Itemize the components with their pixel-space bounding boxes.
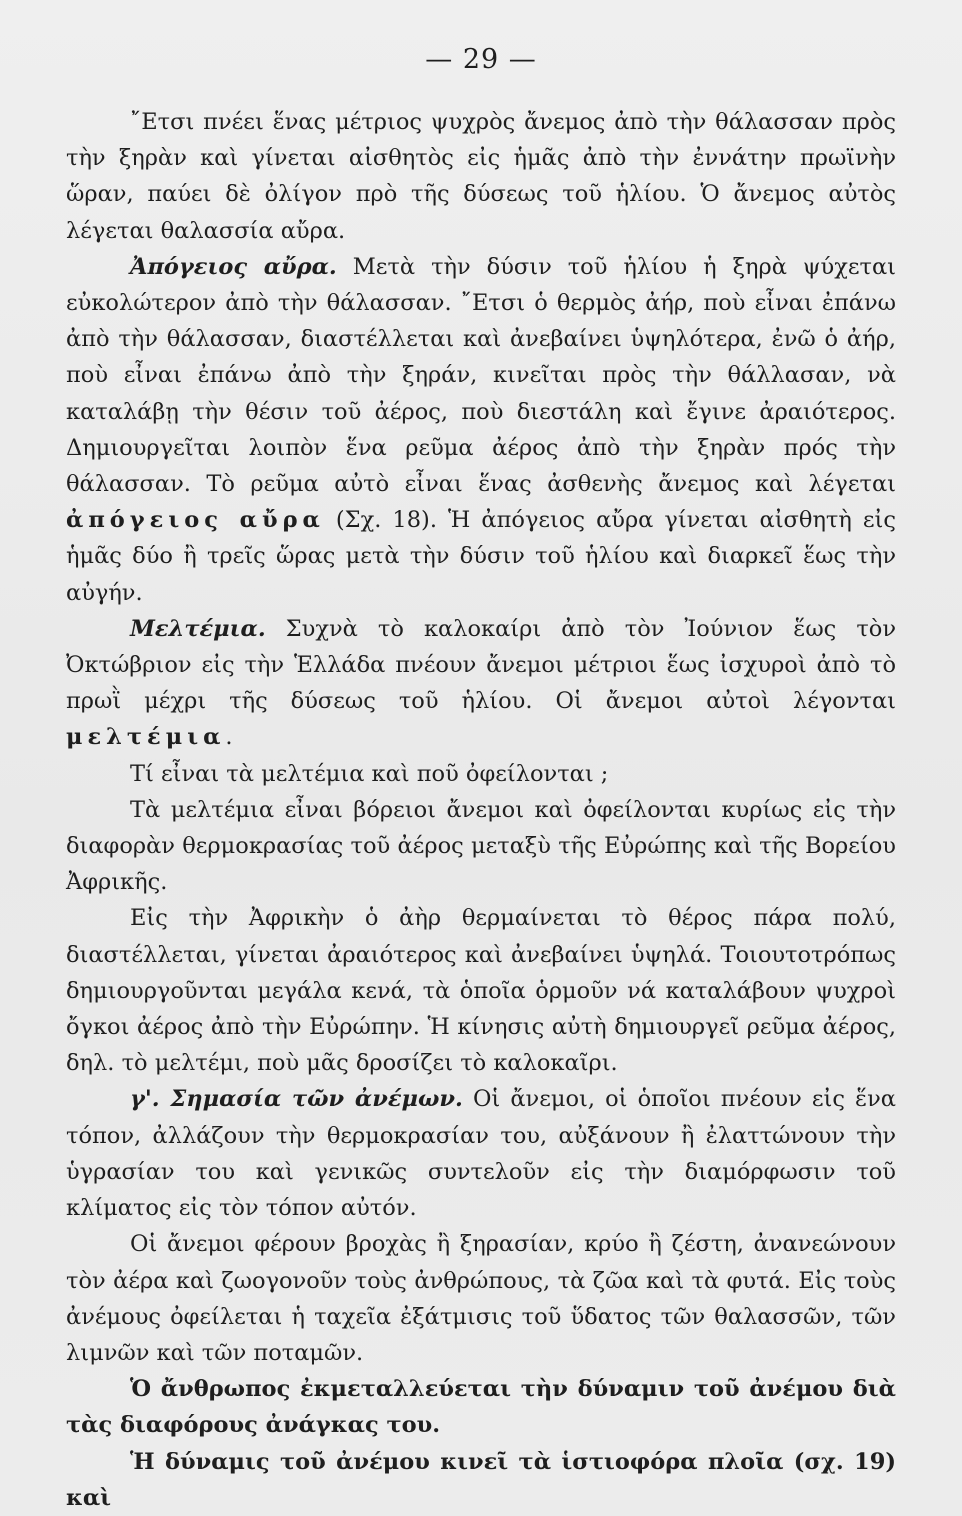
page-number: — 29 — [425,44,537,75]
body-text [66,104,896,1516]
paragraph-africa: Εἰς τὴν Ἀφρικὴν ὁ ἀὴρ θερμαίνεται τὸ θέρος πάρα πολύ, διαστέλλεται, γίνεται ἀραιότερος καὶ ἀνεβαίνει ὑψηλά. Τοιουτοτρόπως δημιουργοῦνται μεγάλα κενά, τὰ ὁποῖα ὁρμοῦν νά καταλάβουν ψυχροὶ ὄγκοι ἀέρος ἀπὸ τὴν Εὐρώπην. Ἡ κίνησις αὐτὴ δημιουργεῖ ρεῦμα ἀέρος, δηλ. τὸ μελτέμι, ποὺ μᾶς δροσίζει τὸ καλοκαῖρι. [66,905,896,1077]
paragraph-text: (Σχ. 18). Ἡ ἀπόγειος αὔρα γίνεται αἰσθητὴ εἰς ἡμᾶς δύο ἢ τρεῖς ὥρας μετὰ τὴν δύσιν τοῦ ἡλίου καὶ διαρκεῖ ἕως τὴν αὐγήν. [66,507,896,606]
paragraph-text: . [225,724,233,751]
section-heading-significance: γ'. Σημασία τῶν ἀνέμων. [130,1086,463,1113]
paragraph-effects: Οἱ ἄνεμοι φέρουν βροχὰς ἢ ξηρασίαν, κρύο ἢ ζέστη, ἀνανεώνουν τὸν ἀέρα καὶ ζωογονοῦν τοὺς ἀνθρώπους, τὰ ζῶα καὶ τὰ φυτά. Εἰς τοὺς ἀνέμους ὀφείλεται ἡ ταχεῖα ἐξάτμισις τοῦ ὕδατος τῶν θαλασσῶν, τῶν λιμνῶν καὶ τῶν ποταμῶν. [66,1231,896,1366]
section-heading-meltemia: Μελτέμια. [130,615,266,642]
paragraph-meltemia-cause: Τὰ μελτέμια εἶναι βόρειοι ἄνεμοι καὶ ὀφείλονται κυρίως εἰς τὴν διαφορὰν θερμοκρασίας τοῦ ἀέρος μεταξὺ τῆς Εὐρώπης καὶ τῆς Βορείου Ἀφρικῆς. [66,796,896,896]
paragraph-text: Μετὰ τὴν δύσιν τοῦ ἡλίου ἡ ξηρὰ ψύχεται εὐκολώτερον ἀπὸ τὴν θάλασσαν. ῎Ετσι ὁ θερμὸς ἀήρ, ποὺ εἶναι ἐπάνω ἀπὸ τὴν θάλασσαν, διαστέλλεται καὶ ἀνεβαίνει ὑψηλότερα, ἐνῶ ὁ ἀήρ, ποὺ εἶναι ἐπάνω ἀπὸ τὴν ξηράν, κινεῖται πρὸς τὴν θάλλασαν, νὰ καταλάβῃ τὴν θέσιν τοῦ ἀέρος, ποὺ διεστάλη καὶ ἔγινε ἀραιότερος. Δημιουργεῖται λοιπὸν ἕνα ρεῦμα ἀέρος ἀπὸ τὴν ξηρὰν πρός τὴν θάλασσαν. Τὸ ρεῦμα αὐτὸ εἶναι ἕνας ἀσθενὴς ἄνεμος καὶ λέγεται [66,253,896,498]
paragraph-exploitation: Ὁ ἄνθρωπος ἐκμεταλλεύεται τὴν δύναμιν τοῦ ἀνέμου διὰ τὰς διαφόρους ἀνάγκας του. [66,1376,896,1439]
spaced-term: μελτέμια [66,724,226,751]
paragraph-significance [66,1081,896,1226]
paragraph-question: Τί εἶναι τὰ μελτέμια καὶ ποῦ ὀφείλονται ; [130,760,609,787]
paragraph-land-breeze [66,249,896,611]
section-heading-land-breeze: Ἀπόγειος αὔρα. [130,253,337,280]
paragraph-sailing-ships: Ἡ δύναμις τοῦ ἀνέμου κινεῖ τὰ ἱστιοφόρα πλοῖα (σχ. 19) καὶ [66,1448,896,1511]
spaced-term: ἀπόγειος αὔρα [66,507,325,534]
paragraph-sea-breeze: ῎Ετσι πνέει ἕνας μέτριος ψυχρὸς ἄνεμος ἀπὸ τὴν θάλασσαν πρὸς τὴν ξηρὰν καὶ γίνεται αἰσθητὸς εἰς ἡμᾶς ἀπὸ τὴν ἐννάτην πρωϊνὴν ὥραν, παύει δὲ ὀλίγον πρὸ τῆς δύσεως τοῦ ἡλίου. Ὁ ἄνεμος αὐτὸς λέγεται θαλασσία αὔρα. [66,109,896,244]
paragraph-text: Οἱ ἄνεμοι, οἱ ὁποῖοι πνέουν εἰς ἕνα τόπον, ἀλλάζουν τὴν θερμοκρασίαν του, αὐξάνουν ἢ ἐλαττώνουν τὴν ὑγρασίαν του καὶ γενικῶς συντελοῦν εἰς τὴν διαμόρφωσιν τοῦ κλίματος εἰς τὸν τόπον αὐτόν. [66,1086,896,1222]
paragraph-meltemia [66,611,896,756]
paragraph-text: Συχνὰ τὸ καλοκαίρι ἀπὸ τὸν Ἰούνιον ἕως τὸν Ὀκτώβριον εἰς τὴν Ἑλλάδα πνέουν ἄνεμοι μέτριοι ἕως ἰσχυροὶ ἀπὸ τὸ πρωῒ μέχρι τῆς δύσεως τοῦ ἡλίου. Οἱ ἄνεμοι αὐτοὶ λέγονται [66,615,896,715]
